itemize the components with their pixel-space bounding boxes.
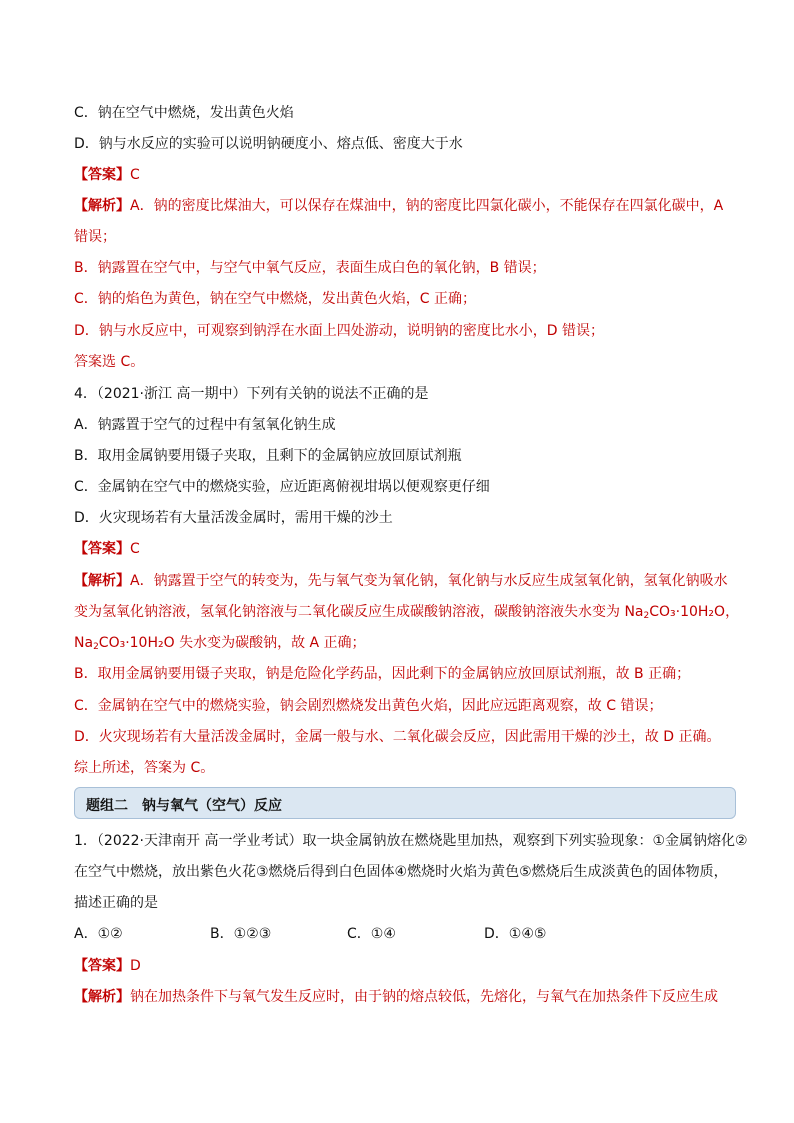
q3-analysis-b: B．钠露置在空气中，与空气中氧气反应，表面生成白色的氧化钠，B 错误； xyxy=(74,260,546,276)
q3-conclusion: 答案选 C。 xyxy=(74,354,145,370)
answer-tag: 【答案】 xyxy=(74,958,130,974)
subscript: 2 xyxy=(643,611,650,621)
q4-analysis-a2 xyxy=(74,603,739,625)
question-text: 取一块金属钠放在燃烧匙里加热，观察到下列实验现象：①金属钠熔化② xyxy=(302,833,748,849)
question-text: 下列有关钠的说法不正确的是 xyxy=(246,386,429,402)
g2q1-option-b: B．①②③ xyxy=(210,926,272,942)
g2q1-stem-line1 xyxy=(74,832,748,850)
analysis-text: A．钠露置于空气的转变为，先与氧气变为氧化钠，氧化钠与水反应生成氢氧化钠，氢氧化钠吸水 xyxy=(130,573,728,589)
answer-value: C xyxy=(130,541,140,557)
answer-value: C xyxy=(130,167,140,183)
g2q1-answer xyxy=(74,957,141,975)
question-source: （2022·天津南开 高一学业考试） xyxy=(96,833,303,849)
q4-analysis-d: D．火灾现场若有大量活泼金属时，金属一般与水、二氧化碳会反应，因此需用干燥的沙土，故 D 正确。 xyxy=(74,729,721,745)
g2q1-stem-line2: 在空气中燃烧，放出紫色火花③燃烧后得到白色固体④燃烧时火焰为黄色⑤燃烧后生成淡黄色的固体物质， xyxy=(74,864,728,880)
analysis-text: 变为氢氧化钠溶液，氢氧化钠溶液与二氧化碳反应生成碳酸钠溶液，碳酸钠溶液失水变为 Na xyxy=(74,604,644,620)
subscript: 2 xyxy=(93,642,99,652)
q4-analysis-b: B．取用金属钠要用镊子夹取，钠是危险化学药品，因此剩下的金属钠应放回原试剂瓶，故 B 正确； xyxy=(74,666,691,682)
analysis-tag: 【解析】 xyxy=(74,573,130,589)
analysis-text: CO₃·10H₂O， xyxy=(649,604,740,620)
g2q1-option-c: C．①④ xyxy=(347,926,396,942)
q3-option-d: D．钠与水反应的实验可以说明钠硬度小、熔点低、密度大于水 xyxy=(74,136,463,152)
q3-analysis-c: C．钠的焰色为黄色，钠在空气中燃烧，发出黄色火焰，C 正确； xyxy=(74,291,476,307)
q4-analysis-a3 xyxy=(74,634,366,656)
question-number: 1． xyxy=(74,833,97,849)
q4-option-d: D．火灾现场若有大量活泼金属时，需用干燥的沙土 xyxy=(74,510,393,526)
q4-analysis-a1 xyxy=(74,572,728,590)
analysis-text: Na xyxy=(74,635,94,651)
q3-answer xyxy=(74,166,140,184)
q3-analysis-a1 xyxy=(74,197,723,215)
q4-option-c: C．金属钠在空气中的燃烧实验，应近距离俯视坩埚以便观察更仔细 xyxy=(74,479,490,495)
analysis-text: CO₃·10H₂O 失水变为碳酸钠，故 A 正确； xyxy=(98,635,366,651)
g2q1-option-a: A．①② xyxy=(74,926,123,942)
question-number: 4． xyxy=(74,386,97,402)
answer-tag: 【答案】 xyxy=(74,167,130,183)
q3-analysis-d: D．钠与水反应中，可观察到钠浮在水面上四处游动，说明钠的密度比水小，D 错误； xyxy=(74,323,605,339)
q3-option-c: C．钠在空气中燃烧，发出黄色火焰 xyxy=(74,105,294,121)
answer-value: D xyxy=(130,958,141,974)
q4-option-b: B．取用金属钠要用镊子夹取，且剩下的金属钠应放回原试剂瓶 xyxy=(74,448,462,464)
analysis-tag: 【解析】 xyxy=(74,198,130,214)
answer-tag: 【答案】 xyxy=(74,541,130,557)
question-source: （2021·浙江 高一期中） xyxy=(96,386,247,402)
analysis-text: 钠在加热条件下与氧气发生反应时，由于钠的熔点较低，先熔化，与氧气在加热条件下反应生成 xyxy=(130,989,718,1005)
section-header xyxy=(74,787,736,819)
q4-answer xyxy=(74,540,140,558)
q4-conclusion: 综上所述，答案为 C。 xyxy=(74,760,215,776)
q4-option-a: A．钠露置于空气的过程中有氢氧化钠生成 xyxy=(74,417,336,433)
g2q1-stem-line3: 描述正确的是 xyxy=(74,895,158,911)
q4-analysis-c: C．金属钠在空气中的燃烧实验，钠会剧烈燃烧发出黄色火焰，因此应远距离观察，故 C 错误； xyxy=(74,698,663,714)
analysis-text: A．钠的密度比煤油大，可以保存在煤油中，钠的密度比四氯化碳小，不能保存在四氯化碳中，A xyxy=(130,198,724,214)
section-title: 题组二 钠与氧气（空气）反应 xyxy=(86,798,282,814)
g2q1-option-d: D．①④⑤ xyxy=(484,926,547,942)
q3-analysis-a2: 错误； xyxy=(74,229,116,245)
q4-stem xyxy=(74,385,428,403)
g2q1-analysis-1 xyxy=(74,988,718,1006)
analysis-tag: 【解析】 xyxy=(74,989,130,1005)
